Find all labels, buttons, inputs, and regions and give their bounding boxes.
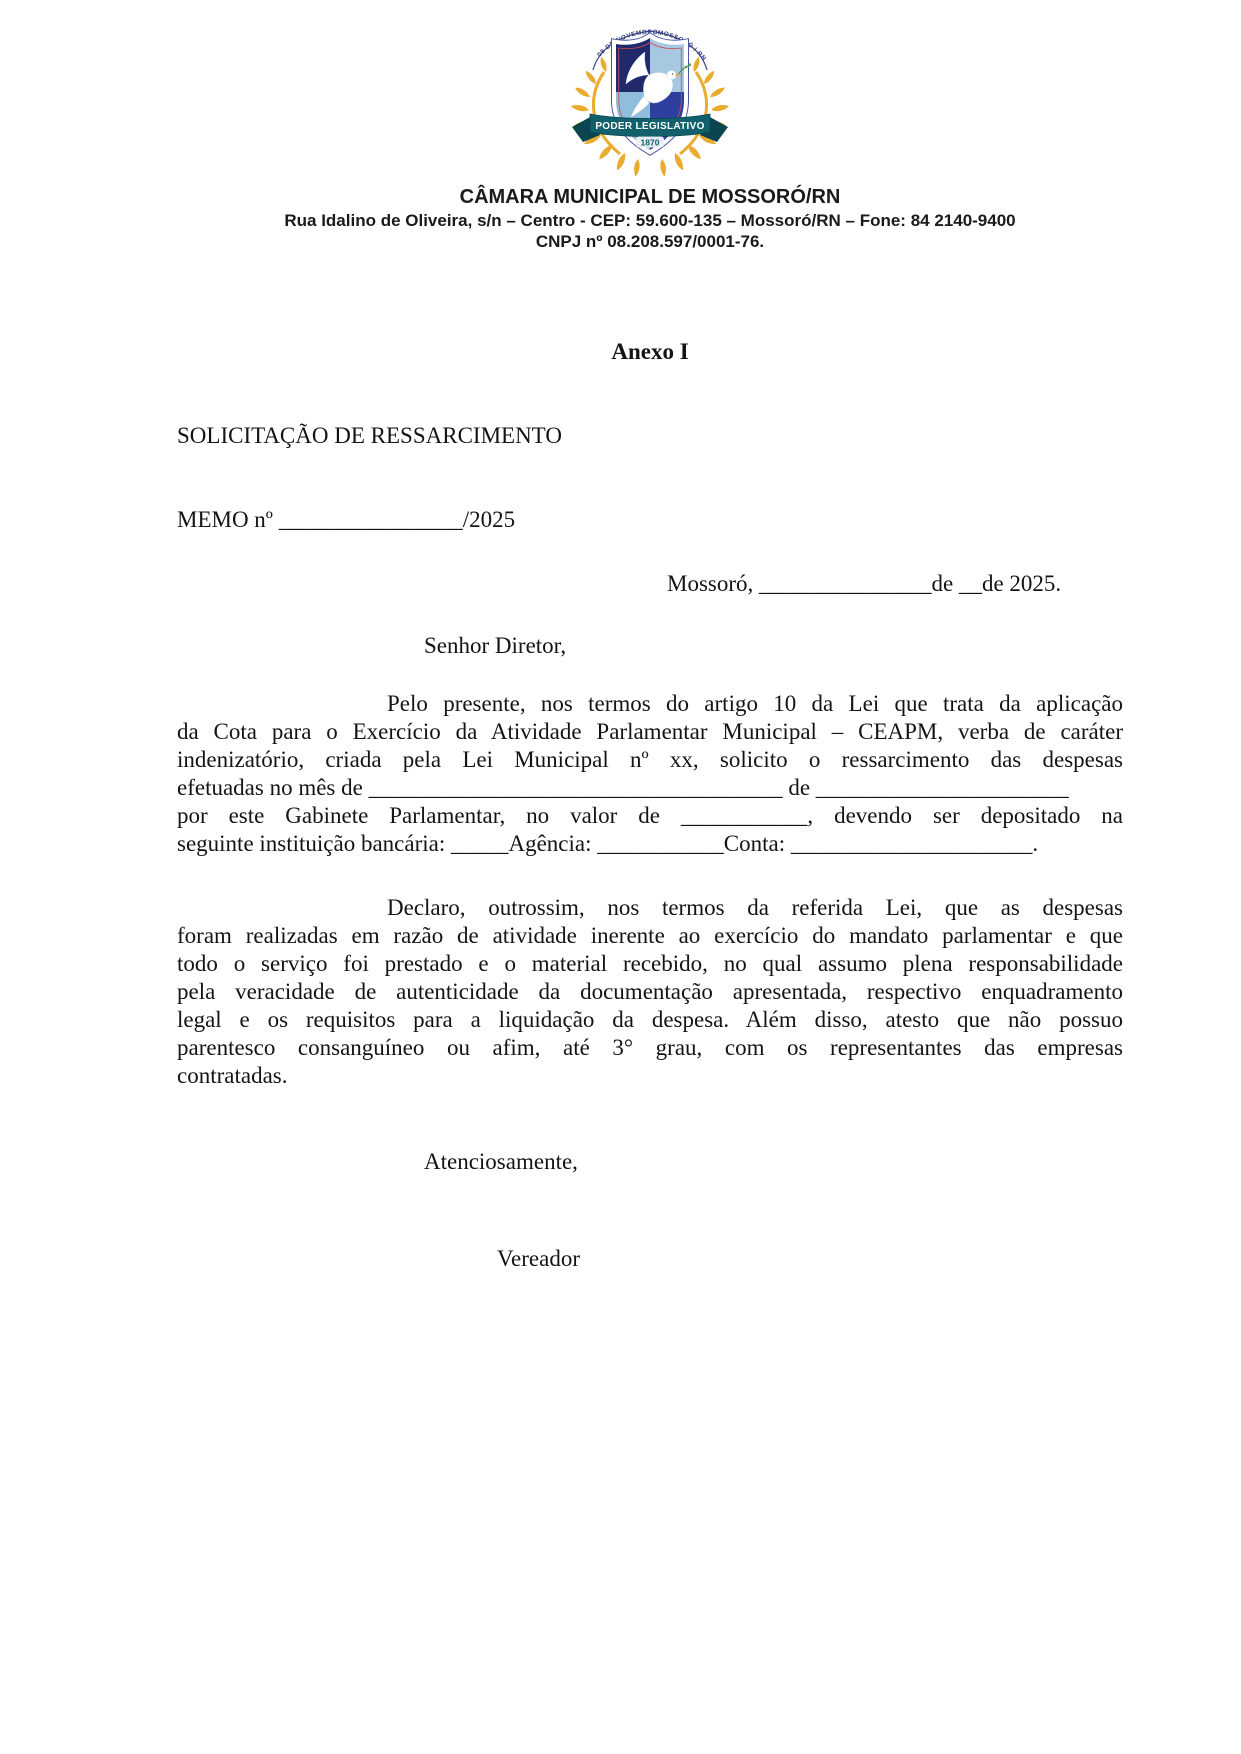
camara-mossoro-crest-logo [547,26,753,176]
memo-number-line: MEMO nº ________________/2025 [177,507,516,532]
paragraph-line: seguinte instituição bancária: _____Agência: ___________Conta: _____________________. [177,831,1039,856]
paragraph-line: por este Gabinete Parlamentar, no valor de ___________, devendo ser depositado na [177,803,1123,828]
annex-title: Anexo I [611,339,689,364]
salutation: Senhor Diretor, [424,633,567,658]
paragraph-line: parentesco consanguíneo ou afim, até 3° grau, com os representantes das empresas [177,1035,1123,1060]
paragraph-line: contratadas. [177,1063,288,1088]
paragraph-line: da Cota para o Exercício da Atividade Parlamentar Municipal – CEAPM, verba de caráter [177,719,1123,744]
paragraph-line: Pelo presente, nos termos do artigo 10 da Lei que trata da aplicação [387,691,1123,716]
signature-role: Vereador [497,1246,581,1271]
banner-label: PODER LEGISLATIVO [595,121,705,132]
org-address: Rua Idalino de Oliveira, s/n – Centro - CEP: 59.600-135 – Mossoró/RN – Fone: 84 2140-9400 [284,211,1016,230]
text-block [177,0,1123,1273]
org-name: CÂMARA MUNICIPAL DE MOSSORÓ/RN [459,186,841,208]
subject-line: SOLICITAÇÃO DE RESSARCIMENTO [177,423,562,448]
year-label: 1870 [640,137,660,148]
letterhead [177,0,1123,181]
paragraph-line: indenizatório, criada pela Lei Municipal nº xx, solicito o ressarcimento das despesas [177,747,1123,772]
request-paragraph [177,690,1123,858]
crest-arc-text-left: 09 DE NOVEMBRO [596,28,659,59]
paragraph-line: foram realizadas em razão de atividade inerente ao exercício do mandato parlamentar e que [177,923,1123,948]
closing-line: Atenciosamente, [424,1149,578,1174]
paragraph-line: todo o serviço foi prestado e o material recebido, no qual assumo plena responsabilidade [177,951,1123,976]
crest-arc-text-right: MOSSORÓ / RN [657,29,708,63]
date-line: Mossoró, _______________de __de 2025. [667,571,1062,596]
paragraph-line: Declaro, outrossim, nos termos da referida Lei, que as despesas [387,895,1123,920]
paragraph-line: pela veracidade de autenticidade da documentação apresentada, respectivo enquadramento [177,979,1123,1004]
paragraph-line: legal e os requisitos para a liquidação da despesa. Além disso, atesto que não possuo [177,1007,1123,1032]
paragraph-line: efetuadas no mês de ____________________________________ de ______________________ [177,775,1069,800]
declaration-paragraph [177,894,1123,1090]
org-cnpj: CNPJ nº 08.208.597/0001-76. [535,232,765,251]
